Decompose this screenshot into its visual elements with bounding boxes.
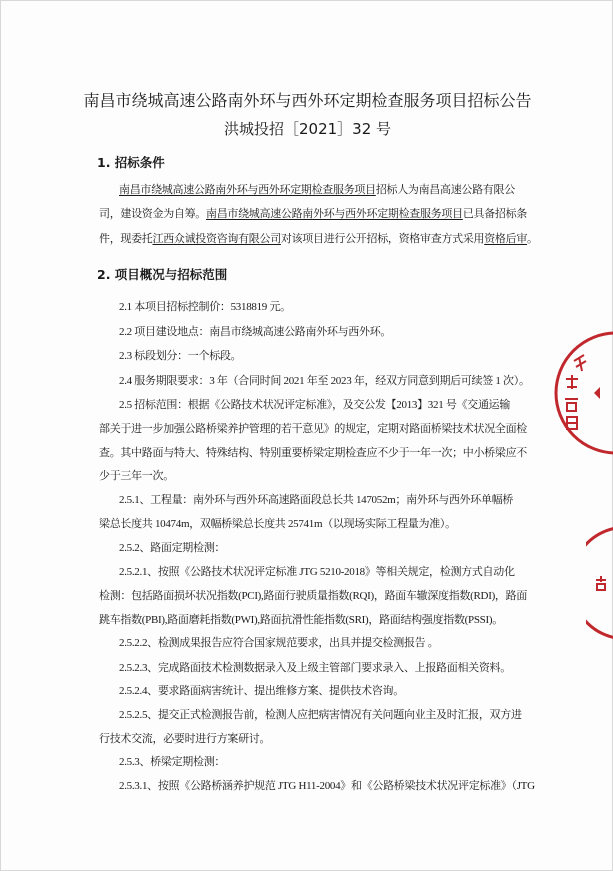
paragraph-line: 2.2 项目建设地点：南昌市绕城高速公路南外环与西外环。 <box>119 326 392 338</box>
project-name-link: 南昌市绕城高速公路南外环与西外环定期检查服务项目 <box>119 184 376 196</box>
paragraph-line: 2.4 服务期限要求：3 年（合同时间 2021 年至 2023 年，经双方同意到期后可续签 1 次）。 <box>119 375 530 387</box>
paragraph-line <box>99 232 538 247</box>
text: 。 <box>527 233 538 245</box>
paragraph-line: 少于三年一次。 <box>99 470 174 482</box>
paragraph-line: 2.5.3、桥梁定期检测： <box>119 756 226 768</box>
paragraph-line: 2.5.2.2、检测成果报告应符合国家规范要求，出具并提交检测报告 。 <box>119 637 439 649</box>
document-title: 南昌市绕城高速公路南外环与西外环定期检查服务项目招标公告 <box>83 91 532 110</box>
red-seal-stamp-partial <box>586 526 613 641</box>
paragraph-line: 2.5.1、工程量：南外环与西外环高速路面段总长共 147052m；南外环与西外环单幅桥 <box>119 494 514 506</box>
paragraph-line: 跳车指数(PBI),路面磨耗指数(PWI),路面抗滑性能指数(SRI)，路面结构强度指数(PSSI)。 <box>99 614 503 626</box>
paragraph-line: 2.5.2.4、要求路面病害统计、提出维修方案、提供技术咨询。 <box>119 685 404 697</box>
paragraph-line: 2.5.2、路面定期检测： <box>119 542 226 554</box>
paragraph-line: 2.5.2.3、完成路面技术检测数据录入及上级主管部门要求录入、上报路面相关资料。 <box>119 662 511 674</box>
paragraph-line: 查。其中路面与特大、特殊结构、特别重要桥梁定期检查应不少于一年一次；中小桥梁应不 <box>99 447 527 459</box>
text: 招标人为南昌高速公路有限公 <box>375 184 515 196</box>
project-name: 南昌市绕城高速公路南外环与西外环定期检查服务项目 <box>206 208 463 220</box>
paragraph-line: 2.5 招标范围：根据《公路技术状况评定标准》，及交公发【2013】321 号《交通运输 <box>119 399 511 411</box>
text: 已具备招标条 <box>462 208 528 220</box>
paragraph-line: 梁总长度共 10474m，双幅桥梁总长度共 25741m（以现场实际工程量为准）。 <box>99 518 456 530</box>
paragraph-line: 2.5.2.1、按照《公路技术状况评定标准 JTG 5210-2018》等相关规定，检测方式自动化 <box>119 566 515 578</box>
paragraph-line: 2.5.3.1、按照《公路桥涵养护规范 JTG H11-2004》和《公路桥梁技术状况评定标准》（JTG <box>119 780 535 792</box>
text: 司，建设资金为自筹。 <box>99 208 206 220</box>
paragraph-line: 部关于进一步加强公路桥梁养护管理的若干意见》的规定，定期对路面桥梁技术状况全面检 <box>99 423 527 435</box>
paragraph-line: 2.5.2.5、提交正式检测报告前，检测人应把病害情况有关问题向业主及时汇报，双方进 <box>119 709 522 721</box>
paragraph-line: 2.3 标段划分：一个标段。 <box>119 350 242 362</box>
text: 对该项目进行公开招标，资格审查方式采用 <box>280 233 485 245</box>
text: 件，现委托 <box>99 233 153 245</box>
paragraph-line: 2.1 本项目招标控制价：5318819 元。 <box>119 301 291 313</box>
document-number: 洪城投招［2021］32 号 <box>223 120 392 138</box>
paragraph-line <box>99 207 527 222</box>
paragraph-line: 检测：包括路面损坏状况指数(PCI),路面行驶质量指数(RQI)，路面车辙深度指数(RDI)，路面 <box>99 590 528 602</box>
paragraph-line: 行技术交流，必要时进行方案研讨。 <box>99 733 271 745</box>
section-2-heading: 2. 项目概况与招标范围 <box>97 267 228 282</box>
red-seal-stamp <box>554 331 613 456</box>
review-method: 资格后审 <box>484 233 528 245</box>
agency-name: 江西众诚投资咨询有限公司 <box>152 233 281 245</box>
section-1-heading: 1. 招标条件 <box>97 155 165 170</box>
paragraph-line <box>119 183 515 198</box>
